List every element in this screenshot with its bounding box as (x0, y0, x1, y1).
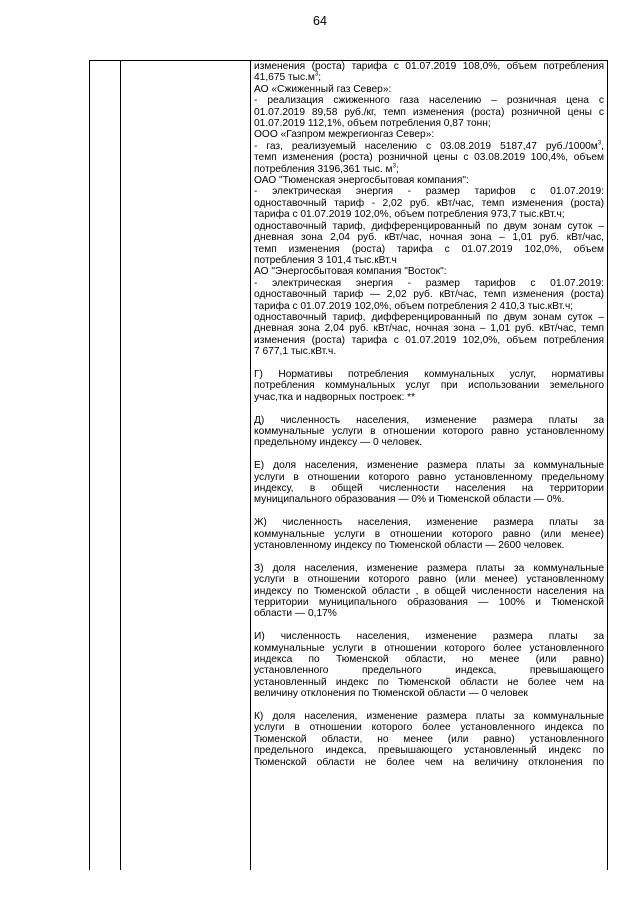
text-line-content: коммунальные услуги в отношении которого более установленного (254, 642, 604, 654)
text-line-content: З) доля населения, изменение размера платы за коммунальные (254, 562, 604, 574)
text-line-content: услуги в отношении которого равно установленному предельному (254, 471, 604, 483)
text-line (254, 563, 604, 574)
paragraph (254, 563, 604, 620)
paragraph (254, 415, 604, 449)
text-line-content: коммунальные услуги в отношении которого равно (или менее) (254, 528, 604, 540)
text-line (254, 745, 604, 756)
text-line-content: темп изменения (роста) розничной цены с 03.08.2019 100,4%, объем (254, 152, 604, 164)
text-line (254, 688, 604, 699)
text-line (254, 540, 604, 551)
paragraph (254, 517, 604, 551)
text-line (254, 278, 604, 289)
text-line-content: установленному индексу по Тюменской области — 2600 человек. (254, 540, 565, 551)
text-line (254, 186, 604, 197)
text-line (254, 346, 604, 357)
text-line (254, 152, 604, 163)
text-line-content: муниципального образования — 0% и Тюменской области — 0%. (254, 494, 565, 506)
text-line-content: 7 677,1 тыс.кВт.ч. (254, 346, 337, 358)
text-line (254, 586, 604, 597)
text-line (254, 529, 604, 540)
text-line (254, 118, 604, 129)
page-number: 64 (313, 14, 327, 28)
text-line (254, 255, 604, 266)
text-line-tail: ; (318, 72, 322, 84)
text-line (254, 734, 604, 745)
text-line (254, 472, 604, 483)
text-line (254, 198, 604, 209)
text-line-content: Ж) численность населения, изменение размера платы за (254, 517, 604, 529)
text-line-content: одноставочный тариф, дифференцированный по двум зонам суток – (254, 311, 604, 323)
table-column-border (120, 60, 121, 870)
paragraph (254, 369, 604, 403)
text-line (254, 232, 604, 243)
text-line-content: потребления 3 101,4 тыс.кВт.ч (254, 254, 397, 266)
text-line-content: Г) Нормативы потребления коммунальных услуг, нормативы (254, 368, 604, 380)
text-line-content: АО «Сжиженный газ Север»: (254, 83, 392, 95)
text-line (254, 312, 604, 323)
superscript: 3 (597, 140, 602, 147)
text-line (254, 221, 604, 232)
table-column-border (607, 60, 608, 870)
text-line (254, 72, 604, 83)
text-line (254, 164, 604, 175)
text-line-content: предельному индексу — 0 человек. (254, 437, 423, 449)
paragraph-gap (254, 449, 604, 460)
text-line-content: Е) доля населения, изменение размера платы за коммунальные (254, 460, 604, 472)
text-line-content: одноставочный тариф — 2,02 руб. кВт/час, темп изменения (роста) (254, 289, 604, 301)
text-line-content: потребления 3196,361 тыс. м (254, 163, 393, 175)
text-line-content: К) доля населения, изменение размера платы за коммунальные (254, 711, 604, 723)
text-line (254, 643, 604, 654)
text-line-content: 41,675 тыс.м (254, 72, 315, 84)
text-line (254, 244, 604, 255)
text-line-content: изменения (роста) тарифа с 01.07.2019 108,0%, объем потребления (254, 61, 604, 72)
text-line-content: индекса по Тюменской области, но менее (или равно) (254, 654, 604, 666)
text-line (254, 631, 604, 642)
text-line-content: дневная зона 2,04 руб. кВт/час, ночная зона – 1,01 руб. кВт/час, (254, 232, 604, 244)
text-line-content: области — 0,17% (254, 608, 337, 620)
text-line-content: Тюменской области не более чем на величину отклонения по (254, 756, 604, 768)
text-line-content: - реализация сжиженного газа населению – розничная цена с (254, 95, 604, 107)
text-line (254, 437, 604, 448)
text-line-content: тарифа с 01.07.2019 102,0%, объем потребления 973,7 тыс.кВт.ч; (254, 209, 565, 221)
text-line-content: индексу по Тюменской области , в общей численности населения на (254, 585, 604, 597)
text-line (254, 209, 604, 220)
text-line (254, 460, 604, 471)
text-line (254, 84, 604, 95)
text-line-content: индексу, в общей численности населения на территории (254, 482, 604, 494)
text-line (254, 369, 604, 380)
text-line-content: установленный индекс по Тюменской области не более чем на (254, 676, 604, 688)
text-line (254, 107, 604, 118)
text-line-content: АО "Энергосбытовая компания "Восток": (254, 266, 447, 278)
text-line (254, 323, 604, 334)
text-line-content: ОАО "Тюменская энергосбытовая компания": (254, 175, 469, 187)
text-line-content: одноставочный тариф - 2,02 руб. кВт/час, темп изменения (роста) (254, 197, 604, 209)
text-line (254, 665, 604, 676)
text-line (254, 722, 604, 733)
paragraph (254, 631, 604, 699)
text-line (254, 61, 604, 72)
text-line (254, 517, 604, 528)
text-line (254, 608, 604, 619)
text-line-content: услуги в отношении которого равно (или менее) установленному (254, 574, 604, 586)
text-line-content: услуги в отношении которого более установленного индекса по (254, 722, 604, 734)
superscript: 3 (392, 163, 396, 170)
text-line (254, 757, 604, 768)
paragraph-gap (254, 506, 604, 517)
text-line-content: величину отклонения по Тюменской области — 0 человек (254, 688, 528, 700)
text-line (254, 380, 604, 391)
text-line-content: И) численность населения, изменение размера платы за (254, 631, 604, 643)
paragraph-gap (254, 700, 604, 711)
text-line (254, 335, 604, 346)
text-line (254, 266, 604, 277)
table-column-border (250, 60, 251, 870)
text-line-content: 01.07.2019 89,58 руб./кг, темп изменения (роста) розничной цены с (254, 106, 604, 118)
text-line (254, 392, 604, 403)
text-line-tail: , (601, 140, 604, 152)
paragraph-gap (254, 620, 604, 631)
text-line (254, 677, 604, 688)
paragraph (254, 460, 604, 506)
text-line (254, 415, 604, 426)
text-line-content: установленного предельного индекса, превышающего (254, 665, 604, 677)
text-line-content: - электрическая энергия - размер тарифов с 01.07.2019: (254, 277, 604, 289)
text-line (254, 141, 604, 152)
table-column-border (89, 60, 90, 870)
text-line-content: ООО «Газпром межрегионгаз Север»: (254, 129, 435, 141)
text-line (254, 597, 604, 608)
text-line-content: предельного индекса, превышающего установленный индекс по (254, 745, 604, 757)
paragraph (254, 711, 604, 768)
text-line-content: темп изменения (роста) тарифа с 01.07.2019 102,0%, объем (254, 243, 604, 255)
text-line-content: - электрическая энергия - размер тарифов с 01.07.2019: (254, 186, 604, 198)
text-line (254, 494, 604, 505)
text-line (254, 654, 604, 665)
paragraph-gap (254, 403, 604, 414)
text-line (254, 129, 604, 140)
text-line-content: дневная зона 2,04 руб. кВт/час, ночная зона – 1,01 руб. кВт/час, темп (254, 323, 604, 335)
text-line (254, 426, 604, 437)
text-line-content: Д) численность населения, изменение размера платы за (254, 414, 604, 426)
text-line-content: территории муниципального образования — 100% и Тюменской (254, 597, 604, 609)
text-line-content: потребления коммунальных услуг при использовании земельного (254, 380, 604, 392)
text-line-content: учас,тка и надворных построек: ** (254, 391, 416, 403)
text-line (254, 175, 604, 186)
text-line (254, 95, 604, 106)
superscript: 3 (314, 72, 319, 79)
text-line-content: изменения (роста) тарифа с 01.07.2019 102,0%, объем потребления (254, 334, 604, 346)
paragraph (254, 61, 604, 358)
text-line (254, 289, 604, 300)
text-line-content: коммунальные услуги в отношении которого равно установленному (254, 425, 604, 437)
text-line-content: Тюменской области, но менее (или равно) установленного (254, 733, 604, 745)
text-line-content: тарифа с 01.07.2019 102,0%, объем потребления 2 410,3 тыс.кВт.ч; (254, 300, 574, 312)
text-line-content: - газ, реализуемый населению с 03.08.2019 5187,47 руб./1000м (254, 140, 598, 152)
text-line-content: одноставочный тариф, дифференцированный по двум зонам суток – (254, 220, 604, 232)
text-line (254, 483, 604, 494)
text-line-tail: ; (395, 163, 399, 175)
text-line (254, 301, 604, 312)
document-text-cell (254, 61, 604, 768)
paragraph-gap (254, 358, 604, 369)
text-line (254, 711, 604, 722)
text-line-content: 01.07.2019 112,1%, объем потребления 0,87 тонн; (254, 118, 491, 130)
paragraph-gap (254, 551, 604, 562)
text-line (254, 574, 604, 585)
